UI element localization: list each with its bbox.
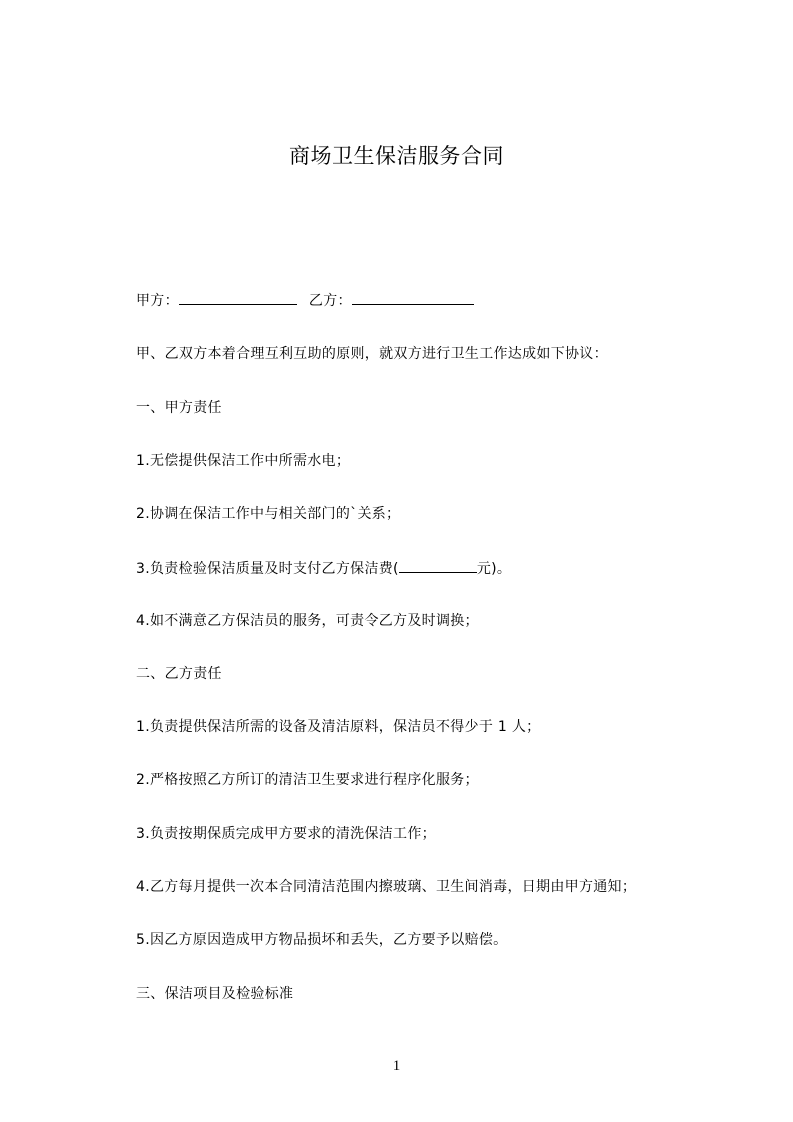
parties-line bbox=[136, 290, 474, 311]
section2-item-3: 3.负责按期保质完成甲方要求的清洗保洁工作； bbox=[136, 826, 436, 842]
fee-text-suffix: 元)。 bbox=[476, 561, 512, 577]
intro-paragraph: 甲、乙双方本着合理互利互助的原则，就双方进行卫生工作达成如下协议： bbox=[136, 346, 608, 362]
fee-amount-blank bbox=[399, 558, 477, 573]
contract-title: 商场卫生保洁服务合同 bbox=[289, 144, 504, 168]
page-number: 1 bbox=[392, 1058, 401, 1074]
section1-item-3 bbox=[136, 558, 511, 579]
section-heading-3: 三、保洁项目及检验标准 bbox=[136, 986, 294, 1002]
section-heading-1: 一、甲方责任 bbox=[136, 400, 222, 416]
section1-item-2: 2.协调在保洁工作中与相关部门的`关系； bbox=[136, 506, 401, 522]
party-b-label: 乙方： bbox=[308, 293, 352, 309]
section2-item-2: 2.严格按照乙方所订的清洁卫生要求进行程序化服务； bbox=[136, 772, 479, 788]
section1-item-4: 4.如不满意乙方保洁员的服务，可责令乙方及时调换； bbox=[136, 613, 479, 629]
section2-item-1: 1.负责提供保洁所需的设备及清洁原料，保洁员不得少于 1 人； bbox=[136, 719, 541, 735]
party-a-blank bbox=[179, 290, 297, 305]
section2-item-5: 5.因乙方原因造成甲方物品损坏和丢失，乙方要予以赔偿。 bbox=[136, 932, 508, 948]
party-b-blank bbox=[352, 290, 474, 305]
section2-item-4: 4.乙方每月提供一次本合同清洁范围内擦玻璃、卫生间消毒，日期由甲方通知； bbox=[136, 879, 637, 895]
section-heading-2: 二、乙方责任 bbox=[136, 666, 222, 682]
fee-text-prefix: 3.负责检验保洁质量及时支付乙方保洁费( bbox=[136, 561, 399, 577]
party-a-label: 甲方： bbox=[136, 293, 179, 309]
section1-item-1: 1.无偿提供保洁工作中所需水电； bbox=[136, 453, 351, 469]
